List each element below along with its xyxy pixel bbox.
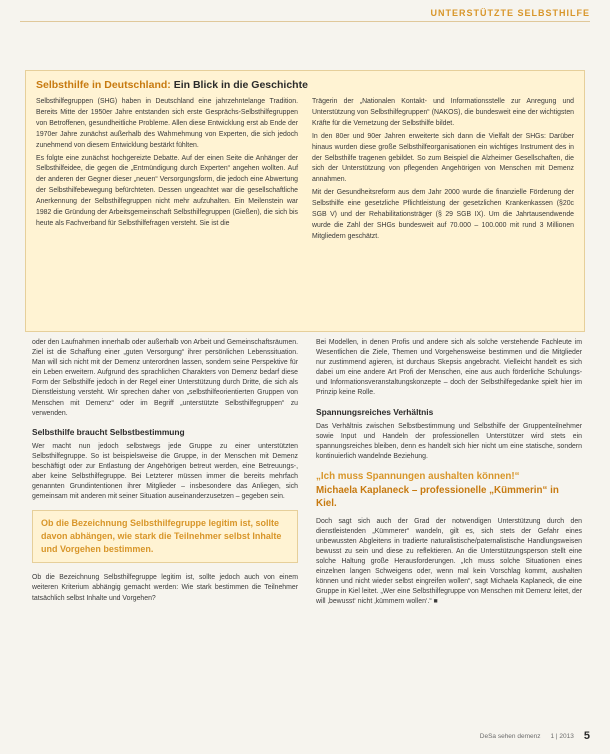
infobox-title-rest: Ein Blick in die Geschichte	[173, 79, 308, 91]
article-left-column	[32, 338, 298, 614]
infobox-paragraph: Selbsthilfegruppen (SHG) haben in Deutschland eine jahrzehntelange Tradition. Bereits Mitte der 1950er Jahre entstanden sich erste Gesprächs-Selbsthilfegruppen von Betroffenen, gesundheitliche Probleme. Allen diese Entwicklung erst ab Ende der 1970er Jahre zunächst außerhalb des Wahrnehmung von Experten, die sich jedoch zunehmend von diesem Entwicklung bestärkt fühlten.	[36, 98, 298, 149]
infobox-paragraph: Es folgte eine zunächst hochgereizte Debatte. Auf der einen Seite die Anhänger der Selbsthilfeidee, die gegen die „Entmündigung durch Experten“ angehen wollten. Auf der anderen der Gegner dieser „neuen“ Versorgungsform, die jedoch eine Abwertung der Selbsthilfebewegung befürchteten. Dessen ungeachtet war die gesellschaftliche Anerkennung der Selbsthilfegruppen nicht mehr aufzuhalten. Ein Meilenstein war 1982 die Gründung der Arbeitsgemeinschaft Selbsthilfegruppen (Gießen), die sich bis heute als Fachverband für Selbsthilfefragen versteht. Sie ist die	[36, 154, 298, 227]
page-footer	[480, 730, 590, 742]
article-body	[32, 338, 582, 614]
infobox-right-column	[312, 97, 574, 245]
section-heading: Spannungsreiches Verhältnis	[316, 406, 434, 417]
infobox-paragraph: Mit der Gesundheitsreform aus dem Jahr 2000 wurde die finanzielle Förderung der Selbsthilfe eine gesetzliche Pflichtleistung der gesetzlichen Krankenkassen (§20c SGB V) und der Rehabilitationsträger (§ 29 SGB IX). Um die Jahrtausendwende wurde die Zahl der SHGs bundesweit auf 70.000 – 100.000 mit rund 3 Millionen Mitgliedern geschätzt.	[312, 189, 574, 240]
infobox-paragraph: In den 80er und 90er Jahren erweiterte sich dann die Vielfalt der SHGs: Darüber hinaus wurden diese große Selbsthilfeorganisationen ein wichtiges Instrument des in der Selbsthilfe tragenen gebildet. So zum Beispiel die Alzheimer Gesellschaften, die sich der Unterstützung von pflegenden Angehörigen von Menschen mit Demenz annahmen.	[312, 132, 574, 184]
body-paragraph: Ob die Bezeichnung Selbsthilfegruppe legitim ist, sollte jedoch auch von einem weiteren Kriterium abhängig gemacht werden: Wie stark bestimmen die Teilnehmer tatsächlich selbst Inhalte und Vorgehen?	[32, 574, 298, 602]
infobox-title-highlight: Selbsthilfe in Deutschland:	[36, 79, 171, 91]
body-paragraph: Wer macht nun jedoch selbstwegs jede Gruppe zu einer unterstützten Selbsthilfegruppe. So ist beispielsweise die Gruppe, in der Menschen mit Demenz beschäftigt oder zur Entlastung der Angehörigen betreut werden, eine Betreuungs-, aber keine Selbsthilfegruppe. Bei Letzterer müssen immer die bereits mehrfach genannten Grundintentionen ihrer Mitglieder – insbesondere das Anliegen, sich gemeinsam mit anderen mit seiner Situation auseinanderzusetzen – gegeben sein.	[32, 442, 298, 501]
infobox-paragraph: Trägerin der „Nationalen Kontakt- und Informationsstelle zur Anregung und Unterstützung von Selbsthilfegruppen“ (NAKOS), die bundesweit eine der wichtigsten Kräfte für die Vernetzung der Selbsthilfe bildet.	[312, 98, 574, 127]
body-paragraph: Das Verhältnis zwischen Selbstbestimmung und Selbsthilfe der Gruppenteilnehmer sowie Input und Handeln der professionellen Unterstützer wird stets ein spannungsreiches bleiben, denn es handelt sich hier nicht um eine statische, sondern kontinuierlich wandelnde Beziehung.	[316, 422, 582, 460]
infobox-title	[36, 79, 574, 91]
quote-line: „Ich muss Spannungen aushalten können!“	[316, 470, 520, 482]
infobox-left-column	[36, 97, 298, 245]
quote-block	[316, 470, 582, 511]
history-infobox	[25, 70, 585, 332]
section-rule	[20, 21, 590, 22]
infobox-columns	[36, 97, 574, 245]
article-right-column	[316, 338, 582, 614]
page-number: 5	[583, 730, 590, 742]
footer-magazine: DeSa sehen demenz	[479, 732, 541, 740]
section-heading: Selbsthilfe braucht Selbstbestimmung	[32, 426, 185, 437]
quote-attribution: Michaela Kaplaneck – professionelle „Kümmerin“ in Kiel.	[316, 484, 559, 510]
footer-issue: 1 | 2013	[550, 732, 574, 740]
body-paragraph: Bei Modellen, in denen Profis und andere sich als solche verstehende Fachleute im Wesentlichen die Ziele, Themen und Vorgehensweise bestimmen und die Mitglieder nur zustimmend agieren, ist durchaus Skepsis angebracht. Vielleicht handelt es sich dabei um eine andere Art Profi der Menschen, eine aus auch förderliche Schulungs- und Informationsveranstaltungskonzepte – doch der Selbsthilfegedanke spielt hier im Prinzip keine Rolle.	[316, 339, 582, 397]
section-label: UNTERSTÜTZTE SELBSTHILFE	[430, 8, 590, 18]
body-paragraph: Doch sagt sich auch der Grad der notwendigen Unterstützung durch den dienstleistenden „Kümmerer“ wandeln, gilt es, sich stets der Gefahr eines unbewussten Abgleitens in tradierte naturalistische/paternalistische Handlungsweisen bewusst zu sein und diese zu reflektieren. An die Unterstützungsperson stellt eine solche Haltung große Herausforderungen. „Ich muss solche Situationen eines einzelnen langen Schweigens oder, wenn mal kein Vorschlag kommt, aushalten können und nicht wieder selbst eingreifen wollen“, sagt Michaela Kaplaneck, die eine Gruppe in Kiel leitet. „Wer eine Selbsthilfegruppe von Menschen mit Demenz leitet, der will ‚bewusst‘ nicht ‚kümmern wollen‘.“ ■	[316, 517, 582, 606]
pull-quote-box: Ob die Bezeichnung Selbsthilfegruppe legitim ist, sollte davon abhängen, wie stark die Teilnehmer selbst Inhalte und Vorgehen bestimmen.	[32, 510, 298, 563]
body-paragraph: oder den Laufnahmen innerhalb oder außerhalb von Arbeit und Gemeinschaftsräumen. Ziel ist die Schaffung einer „guten Versorgung“ ihrer persönlichen Lebenssituation. Man will sich nicht mit der Demenz unterordnen lassen, sondern seine Perspektive für ein Leben erweitern. Aufgrund des sprachlichen Charakters von Demenz bedarf diese Form der Selbsthilfe jedoch in der Regel einer Unterstützung durch Dritte, die sich als Dienstleistung versteht. Wir sprechen daher von „selbsthilfeorientierten Gruppen von Menschen mit Demenz“ oder im Begriff „unterstützte Selbsthilfegruppen“ zu verwenden.	[32, 339, 298, 417]
